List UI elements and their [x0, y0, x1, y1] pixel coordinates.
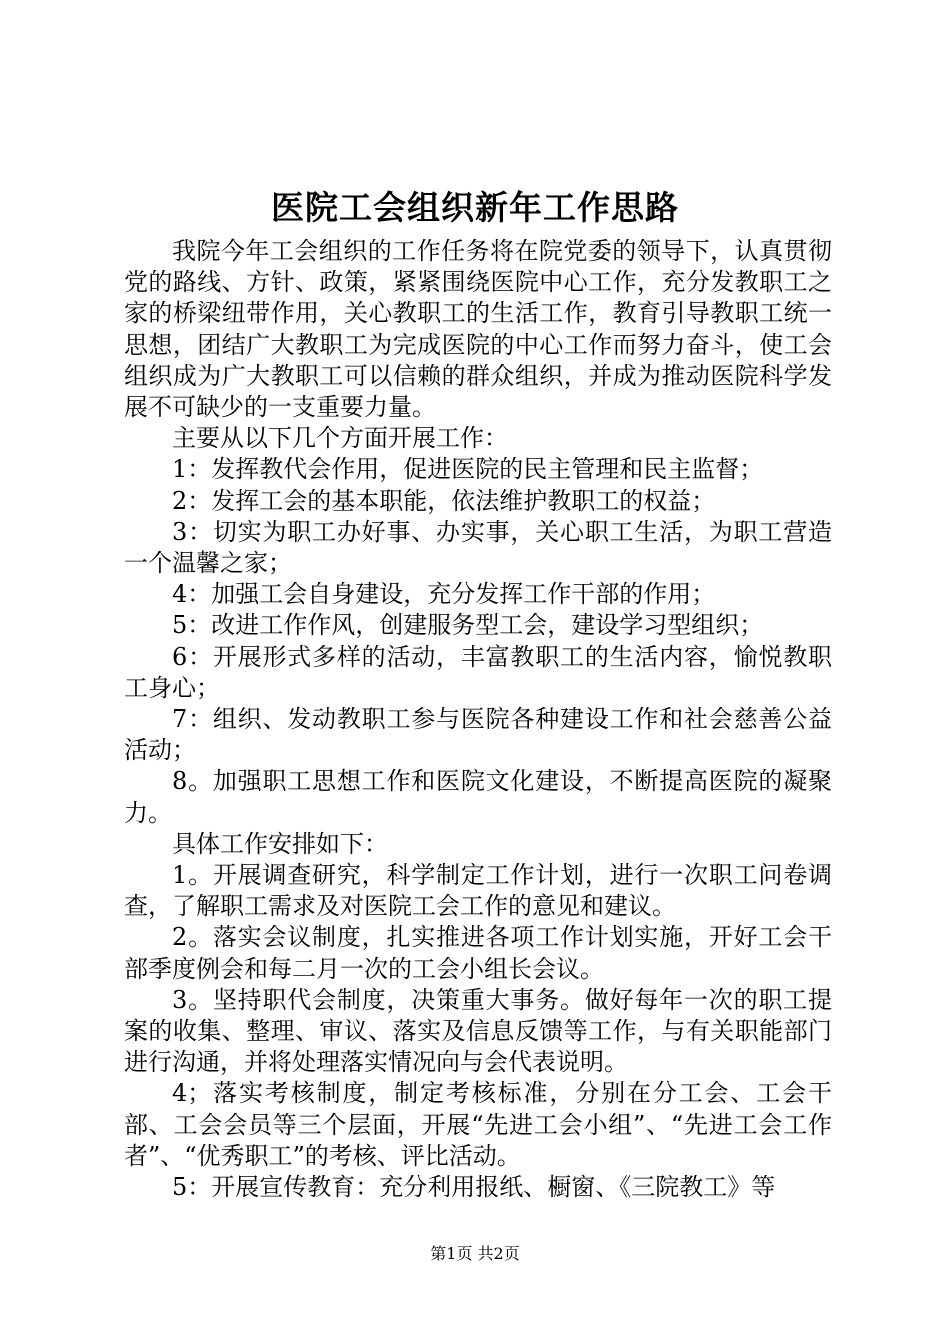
list-item: 2。落实会议制度，扎实推进各项工作计划实施，开好工会干部季度例会和每二月一次的工会小组长会议。 [124, 923, 832, 983]
page-footer: 第1页 共2页 [430, 1244, 520, 1263]
list-item: 2：发挥工会的基本职能，依法维护教职工的权益； [172, 486, 716, 515]
list-item: 3：切实为职工办好事、办实事，关心职工生活，为职工营造一个温馨之家； [124, 517, 832, 578]
list-item: 4：加强工会自身建设，充分发挥工作干部的作用； [172, 580, 716, 609]
list-item: 5：开展宣传教育：充分利用报纸、橱窗、《三院教工》等 [172, 1173, 776, 1202]
paragraph: 主要从以下几个方面开展工作： [172, 424, 508, 453]
paragraph: 具体工作安排如下： [172, 829, 388, 858]
list-item: 6：开展形式多样的活动，丰富教职工的生活内容，愉悦教职工身心； [124, 642, 832, 702]
document-body [124, 236, 832, 1203]
list-item: 4；落实考核制度，制定考核标准，分别在分工会、工会干部、工会会员等三个层面，开展“先进工会小组”、“先进工会工作者”、“优秀职工”的考核、评比活动。 [124, 1079, 832, 1170]
paragraph: 我院今年工会组织的工作任务将在院党委的领导下，认真贯彻党的路线、方针、政策，紧紧围绕医院中心工作，充分发教职工之家的桥梁纽带作用，关心教职工的生活工作，教育引导教职工统一思想，团结广大教职工为完成医院的中心工作而努力奋斗，使工会组织成为广大教职工可以信赖的群众组织，并成为推动医院科学发展不可缺少的一支重要力量。 [124, 237, 832, 422]
list-item: 1：发挥教代会作用，促进医院的民主管理和民主监督； [172, 455, 764, 484]
list-item: 5：改进工作作风，创建服务型工会，建设学习型组织； [172, 611, 764, 640]
list-item: 1。开展调查研究，科学制定工作计划，进行一次职工问卷调查，了解职工需求及对医院工会工作的意见和建议。 [124, 861, 832, 921]
list-item: 7：组织、发动教职工参与医院各种建设工作和社会慈善公益活动； [124, 705, 832, 765]
list-item: 3。坚持职代会制度，决策重大事务。做好每年一次的职工提案的收集、整理、审议、落实及信息反馈等工作，与有关职能部门进行沟通，并将处理落实情况向与会代表说明。 [124, 985, 832, 1077]
list-item: 8。加强职工思想工作和医院文化建设，不断提高医院的凝聚力。 [124, 767, 832, 827]
document-title: 医院工会组织新年工作思路 [271, 188, 679, 227]
